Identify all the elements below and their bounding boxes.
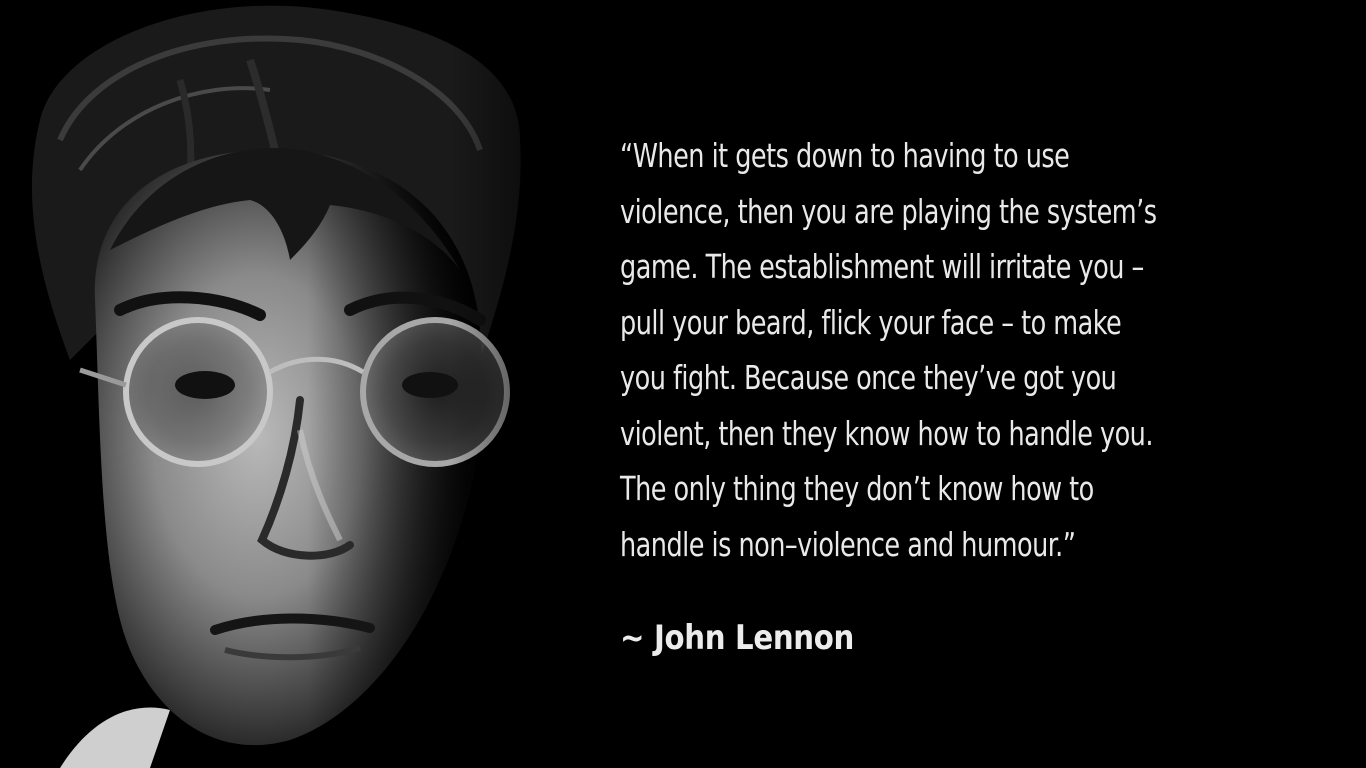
quote-line: game. The establishment will irritate you – [620,247,1144,286]
quote-line: violent, then they know how to handle you. [620,413,1153,453]
quote-line: you fight. Because once they’ve got you [620,358,1117,397]
quote-line: pull your beard, flick your face – to make [620,302,1122,342]
quote-line: violence, then you are playing the system’s [620,191,1157,231]
quote-line: “When it gets down to having to use [620,136,1070,175]
quote-line: The only thing they don’t know how to [620,469,1094,508]
portrait-photo [0,0,600,768]
quote-line: handle is non–violence and humour.” [620,524,1076,564]
quote-text [620,128,1340,572]
quote-attribution: ~ John Lennon [620,618,855,658]
